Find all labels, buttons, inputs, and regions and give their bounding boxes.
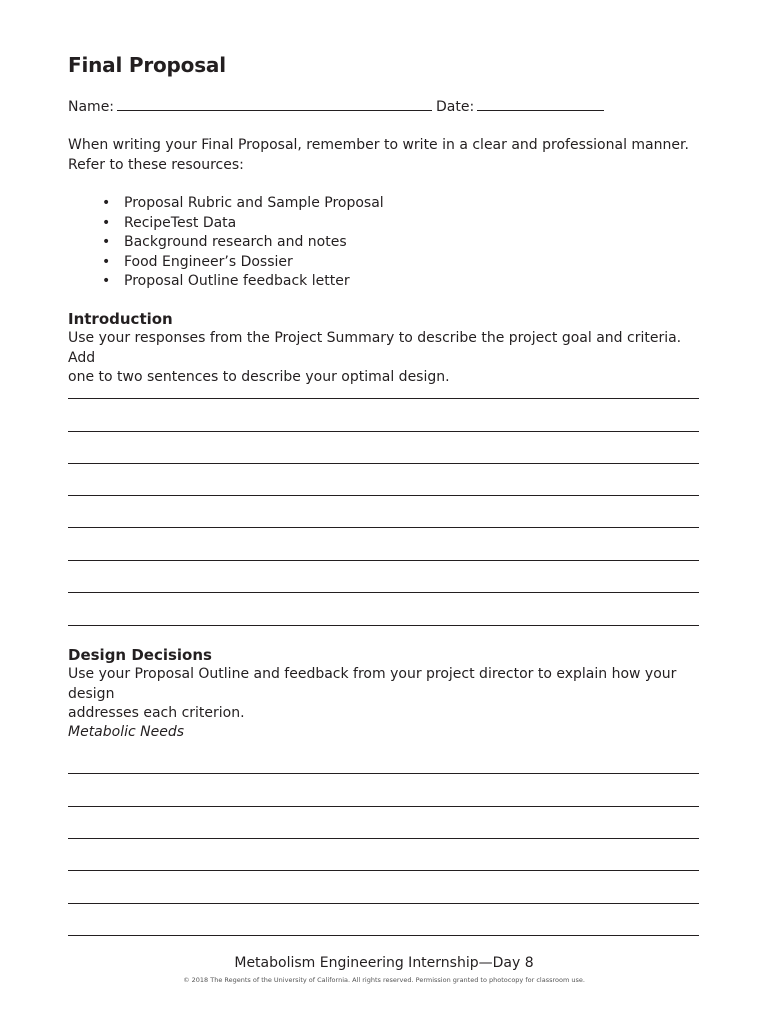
intro-answer-line[interactable] <box>68 431 699 432</box>
resource-label: RecipeTest Data <box>124 214 237 231</box>
bullet-icon: • <box>102 273 111 289</box>
introduction-line-1: Use your responses from the Project Summary to describe the project goal and criteria. Add <box>68 330 682 366</box>
intro-answer-line[interactable] <box>68 592 699 593</box>
worksheet-page <box>68 0 700 1024</box>
intro-answer-line[interactable] <box>68 527 699 528</box>
list-item <box>68 253 384 273</box>
metabolic-answer-line[interactable] <box>68 903 699 904</box>
instructions-paragraph <box>68 136 700 175</box>
name-label: Name: <box>68 99 115 115</box>
list-item <box>68 194 384 214</box>
intro-answer-line[interactable] <box>68 625 699 626</box>
footer-title: Metabolism Engineering Internship—Day 8 <box>234 955 534 971</box>
list-item <box>68 272 384 292</box>
resource-label: Background research and notes <box>124 234 347 250</box>
metabolic-needs-subheading: Metabolic Needs <box>68 724 185 740</box>
list-item <box>68 214 384 234</box>
design-line-2: addresses each criterion. <box>68 705 245 721</box>
date-blank-line[interactable] <box>477 96 604 111</box>
instructions-line-2: Refer to these resources: <box>68 156 244 173</box>
footer-copyright: © 2018 The Regents of the University of California. All rights reserved. Permission granted to photocopy for classroom use. <box>183 976 585 984</box>
intro-answer-line[interactable] <box>68 398 699 399</box>
metabolic-answer-line[interactable] <box>68 870 699 871</box>
resource-label: Proposal Outline feedback letter <box>124 273 350 289</box>
introduction-heading: Introduction <box>68 310 173 328</box>
bullet-icon: • <box>102 253 111 270</box>
design-decisions-instructions <box>68 665 700 724</box>
name-date-row <box>68 96 608 115</box>
intro-answer-line[interactable] <box>68 463 699 464</box>
name-blank-line[interactable] <box>117 96 432 111</box>
metabolic-answer-line[interactable] <box>68 838 699 839</box>
resource-label: Proposal Rubric and Sample Proposal <box>124 195 384 211</box>
bullet-icon: • <box>102 214 111 231</box>
intro-answer-line[interactable] <box>68 495 699 496</box>
introduction-instructions <box>68 329 700 388</box>
bullet-icon: • <box>102 234 111 250</box>
metabolic-answer-line[interactable] <box>68 806 699 807</box>
introduction-line-2: one to two sentences to describe your optimal design. <box>68 369 450 385</box>
intro-answer-line[interactable] <box>68 560 699 561</box>
resource-label: Food Engineer’s Dossier <box>124 253 293 270</box>
instructions-line-1: When writing your Final Proposal, remember to write in a clear and professional manner. <box>68 137 689 153</box>
list-item <box>68 233 384 253</box>
page-title: Final Proposal <box>68 53 226 77</box>
design-decisions-heading: Design Decisions <box>68 646 212 664</box>
metabolic-answer-line[interactable] <box>68 773 699 774</box>
date-label: Date: <box>436 99 475 115</box>
design-line-1: Use your Proposal Outline and feedback from your project director to explain how your design <box>68 666 677 702</box>
resources-list <box>68 194 384 292</box>
metabolic-answer-line[interactable] <box>68 935 699 936</box>
bullet-icon: • <box>102 195 111 211</box>
